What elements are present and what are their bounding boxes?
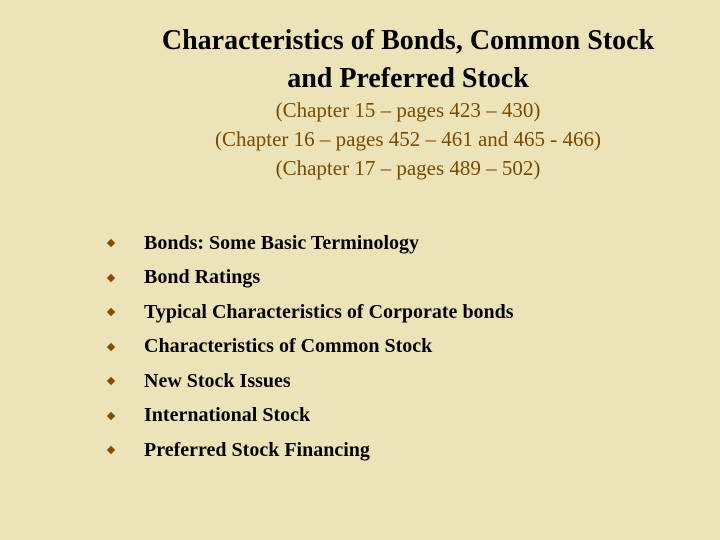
chapter-reference-3: (Chapter 17 – pages 489 – 502) (275, 156, 541, 180)
diamond-bullet-icon (107, 446, 115, 454)
list-item-text: International Stock (144, 404, 311, 427)
list-item-text: Preferred Stock Financing (144, 438, 370, 461)
diamond-bullet-icon (107, 377, 115, 385)
list-item (105, 399, 514, 434)
chapter-reference-1: (Chapter 15 – pages 423 – 430) (275, 98, 541, 122)
slide-title (120, 22, 696, 98)
list-item-text: New Stock Issues (144, 369, 291, 392)
diamond-bullet-icon (107, 308, 115, 316)
diamond-bullet-icon (107, 274, 115, 282)
list-item-text: Typical Characteristics of Corporate bonds (144, 300, 514, 323)
list-item (105, 295, 514, 330)
slide-title-line-1: Characteristics of Bonds, Common Stock (161, 25, 655, 56)
diamond-bullet-icon (107, 343, 115, 351)
list-item (105, 261, 514, 296)
list-item-text: Bonds: Some Basic Terminology (144, 231, 420, 254)
slide-title-line-2: and Preferred Stock (287, 63, 529, 94)
topic-list (105, 226, 514, 468)
list-item (105, 226, 514, 261)
diamond-bullet-icon (107, 239, 115, 247)
list-item-text: Characteristics of Common Stock (144, 335, 433, 358)
list-item (105, 433, 514, 468)
list-item-text: Bond Ratings (144, 266, 261, 289)
diamond-bullet-icon (107, 412, 115, 420)
list-item (105, 364, 514, 399)
chapter-references (100, 96, 716, 183)
chapter-reference-2: (Chapter 16 – pages 452 – 461 and 465 - 466) (214, 127, 602, 151)
list-item (105, 330, 514, 365)
